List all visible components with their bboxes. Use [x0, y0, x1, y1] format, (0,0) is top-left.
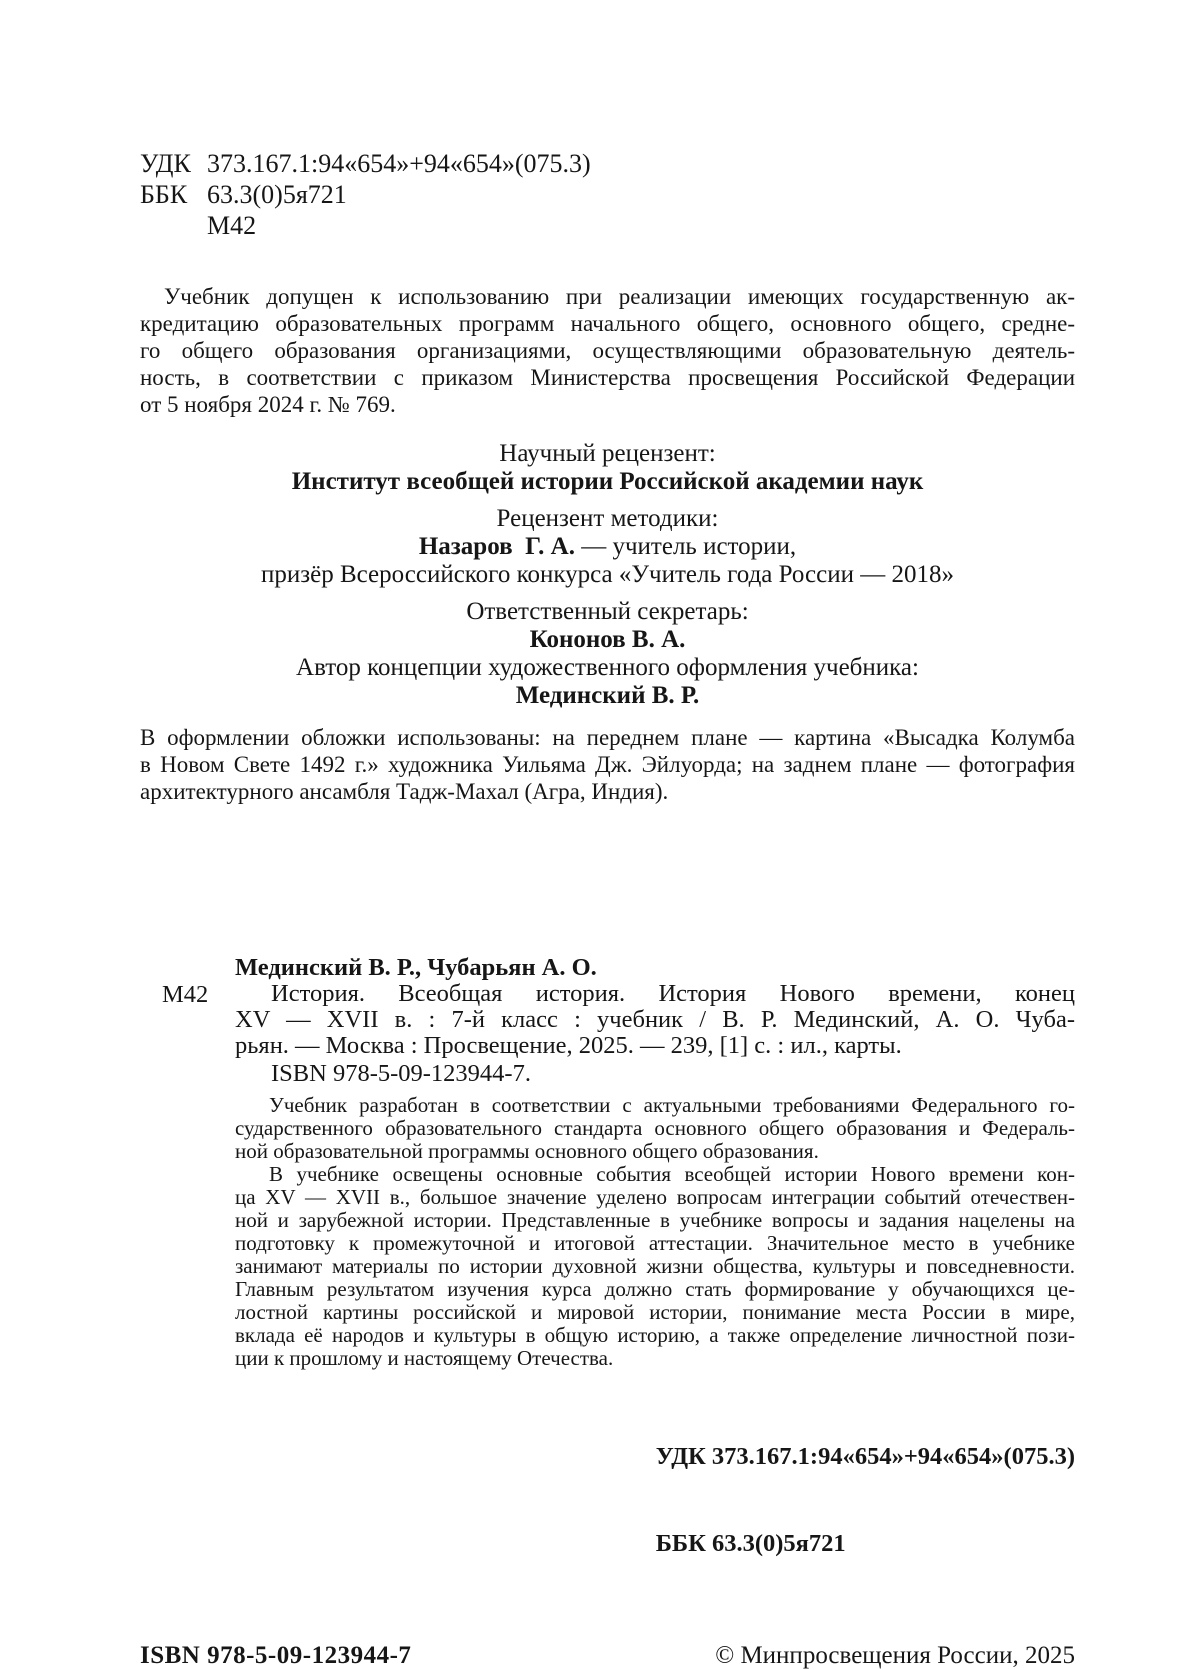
accreditation-line: Учебник допущен к использованию при реализации имеющих государственную ак- — [164, 284, 1075, 309]
author-sign-row — [140, 210, 1075, 241]
annotation-line: Главным результатом изучения курса должно стать формирование у обучающихся це- — [235, 1277, 1075, 1301]
accreditation-note — [140, 283, 1075, 418]
cover-note-line: В оформлении обложки использованы: на переднем плане — картина «Высадка Колумба — [140, 725, 1075, 750]
secretary-name: Кононов В. А. — [529, 626, 686, 653]
imprint-bbk: ББК 63.3(0)5я721 — [655, 1530, 846, 1557]
biblio-record-line: История. Всеобщая история. История Нового времени, конец — [271, 980, 1075, 1007]
footer-isbn: ISBN 978-5-09-123944-7 — [140, 1642, 412, 1669]
imprint-udk-bbk — [656, 1384, 1075, 1616]
accreditation-line: ность, в соответствии с приказом Министерства просвещения Российской Федерации — [140, 365, 1075, 390]
bibliographic-record — [140, 955, 1075, 1616]
accreditation-line: от 5 ноября 2024 г. № 769. — [140, 392, 396, 417]
annotation-line: В учебнике освещены основные события всеобщей истории Нового времени кон- — [269, 1162, 1075, 1186]
footer — [140, 1642, 1075, 1670]
accreditation-line: кредитацию образовательных программ начального общего, основного общего, средне- — [140, 311, 1075, 336]
bbk-value: 63.3(0)5я721 — [207, 180, 347, 209]
biblio-record-line: рьян. — Москва : Просвещение, 2025. — 239, [1] с. : ил., карты. — [235, 1032, 902, 1059]
method-reviewer-line — [140, 533, 1075, 561]
biblio-isbn: ISBN 978-5-09-123944-7. — [271, 1060, 531, 1087]
biblio-authors: Мединский В. Р., Чубарьян А. О. — [235, 954, 597, 981]
science-reviewer-name: Институт всеобщей истории Российской академии наук — [291, 468, 924, 495]
author-sign: М42 — [207, 211, 257, 240]
bbk-row — [140, 179, 1075, 210]
annotation-paragraph-1 — [235, 1094, 1075, 1163]
method-reviewer-name: Назаров Г. А. — [418, 533, 575, 560]
udk-row — [140, 148, 1075, 179]
annotation-line: ца XV — XVII в., большое значение уделено вопросам интеграции событий отечествен- — [235, 1185, 1075, 1209]
annotation-line: Учебник разработан в соответствии с актуальными требованиями Федерального го- — [269, 1093, 1075, 1117]
cover-note-line: в Новом Свете 1492 г.» художника Уильяма Дж. Эйлуорда; на заднем плане — фотография — [140, 752, 1075, 777]
method-reviewer-note: призёр Всероссийского конкурса «Учитель года России — 2018» — [260, 561, 954, 588]
annotation-line: ной образовательной программы основного общего образования. — [235, 1139, 819, 1163]
annotation-line: вклада её народов и культуры в общую историю, а также определение личностной пози- — [235, 1323, 1075, 1347]
annotation-line: занимают материалы по истории духовной жизни общества, культуры и повседневности. — [235, 1254, 1075, 1278]
imprint-udk: УДК 373.167.1:94«654»+94«654»(075.3) — [655, 1443, 1075, 1470]
annotation-line: подготовку к промежуточной и итоговой аттестации. Значительное место в учебнике — [235, 1231, 1075, 1255]
cover-note-line: архитектурного ансамбля Тадж-Махал (Агра, Индия). — [140, 779, 669, 804]
method-reviewer-label: Рецензент методики: — [496, 505, 719, 532]
biblio-author-sign: М42 — [162, 981, 209, 1008]
science-reviewer-label: Научный рецензент: — [499, 440, 716, 467]
annotation-paragraph-2 — [235, 1163, 1075, 1370]
reviewers-block — [140, 440, 1075, 710]
annotation-line: сударственного образовательного стандарта основного общего образования и Федераль- — [235, 1116, 1075, 1140]
biblio-record-line: XV — XVII в. : 7-й класс : учебник / В. Р. Мединский, А. О. Чуба- — [235, 1006, 1075, 1033]
design-author-name: Мединский В. Р. — [515, 682, 700, 709]
secretary-label: Ответственный секретарь: — [466, 598, 749, 625]
method-reviewer-role: — учитель истории, — [574, 533, 797, 560]
annotation-line: ции к прошлому и настоящему Отечества. — [235, 1346, 614, 1370]
bbk-label: ББК — [140, 180, 188, 209]
classification-block — [140, 148, 1075, 241]
cover-design-note — [140, 724, 1075, 805]
annotation-line: лостной картины российской и мировой истории, понимание места России в мире, — [235, 1300, 1075, 1324]
footer-copyright: © Минпросвещения России, 2025 — [715, 1642, 1075, 1669]
design-author-label: Автор концепции художественного оформления учебника: — [296, 654, 919, 681]
accreditation-line: го общего образования организациями, осуществляющими образовательную деятель- — [140, 338, 1075, 363]
annotation-line: ной и зарубежной истории. Представленные в учебнике вопросы и задания нацелены на — [235, 1208, 1075, 1232]
udk-value: 373.167.1:94«654»+94«654»(075.3) — [207, 149, 591, 178]
udk-label: УДК — [140, 149, 191, 178]
